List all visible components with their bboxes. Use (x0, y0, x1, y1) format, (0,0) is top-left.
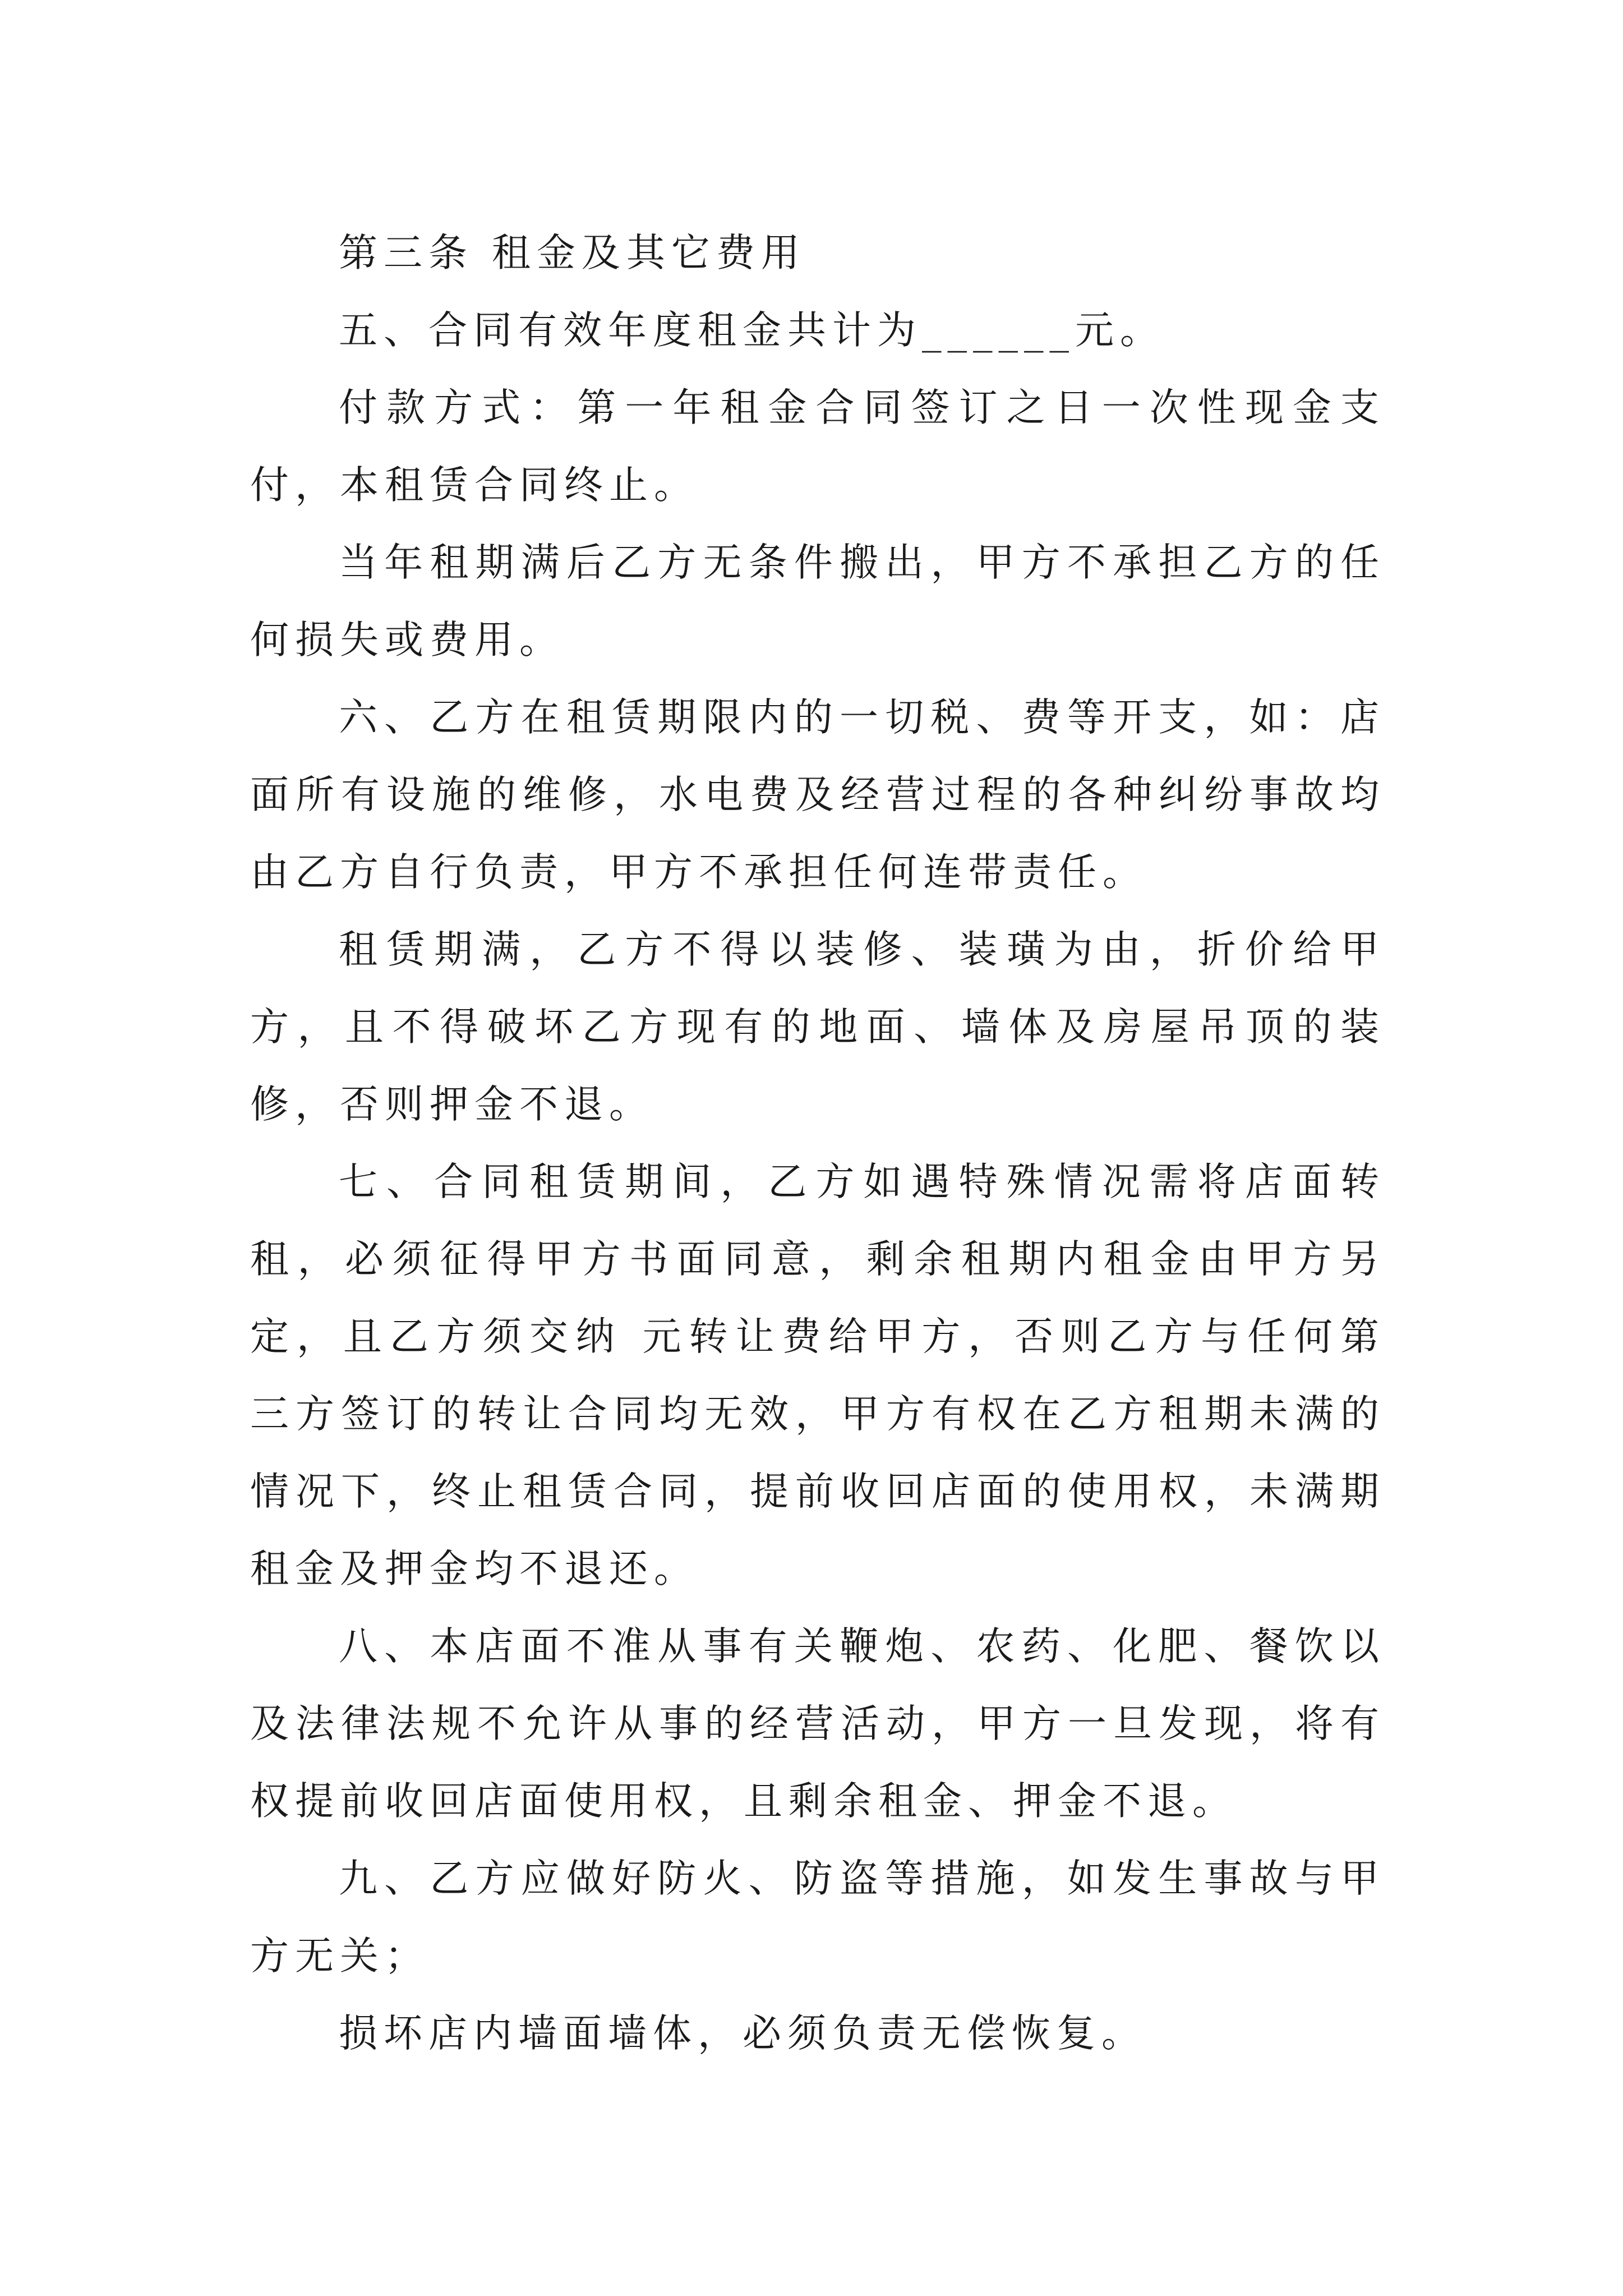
paragraph-prohibited-business: 八、本店面不准从事有关鞭炮、农药、化肥、餐饮以及法律法规不允许从事的经营活动，甲方一旦发现，将有权提前收回店面使用权，且剩余租金、押金不退。 (250, 1624, 1385, 1824)
paragraph-fire-theft: 九、乙方应做好防火、防盗等措施，如发生事故与甲方无关； (250, 1856, 1385, 1978)
paragraph-payment-method: 付款方式：第一年租金合同签订之日一次性现金支付，本租赁合同终止。 (250, 385, 1385, 508)
paragraph-taxes-fees: 六、乙方在租赁期限内的一切税、费等开支，如：店面所有设施的维修，水电费及经营过程的各种纠纷事故均由乙方自行负责，甲方不承担任何连带责任。 (250, 695, 1385, 895)
paragraph-annual-rent: 五、合同有效年度租金共计为______元。 (339, 308, 1165, 353)
paragraph-decoration: 租赁期满，乙方不得以装修、装璜为由，折价给甲方，且不得破坏乙方现有的地面、墙体及房屋吊顶的装修，否则押金不退。 (250, 927, 1385, 1127)
paragraph-sublease: 七、合同租赁期间，乙方如遇特殊情况需将店面转租，必须征得甲方书面同意，剩余租期内租金由甲方另定，且乙方须交纳 元转让费给甲方，否则乙方与任何第三方签订的转让合同均无效，甲方有权在乙方租期未满的情况下，终止租赁合同，提前收回店面的使用权，未满期租金及押金均不退还。 (250, 1159, 1385, 1591)
paragraph-move-out: 当年租期满后乙方无条件搬出，甲方不承担乙方的任何损失或费用。 (250, 540, 1385, 662)
section-heading: 第三条 租金及其它费用 (339, 231, 806, 275)
paragraph-wall-damage: 损坏店内墙面墙体，必须负责无偿恢复。 (339, 2011, 1146, 2056)
document-body (250, 214, 1385, 2072)
